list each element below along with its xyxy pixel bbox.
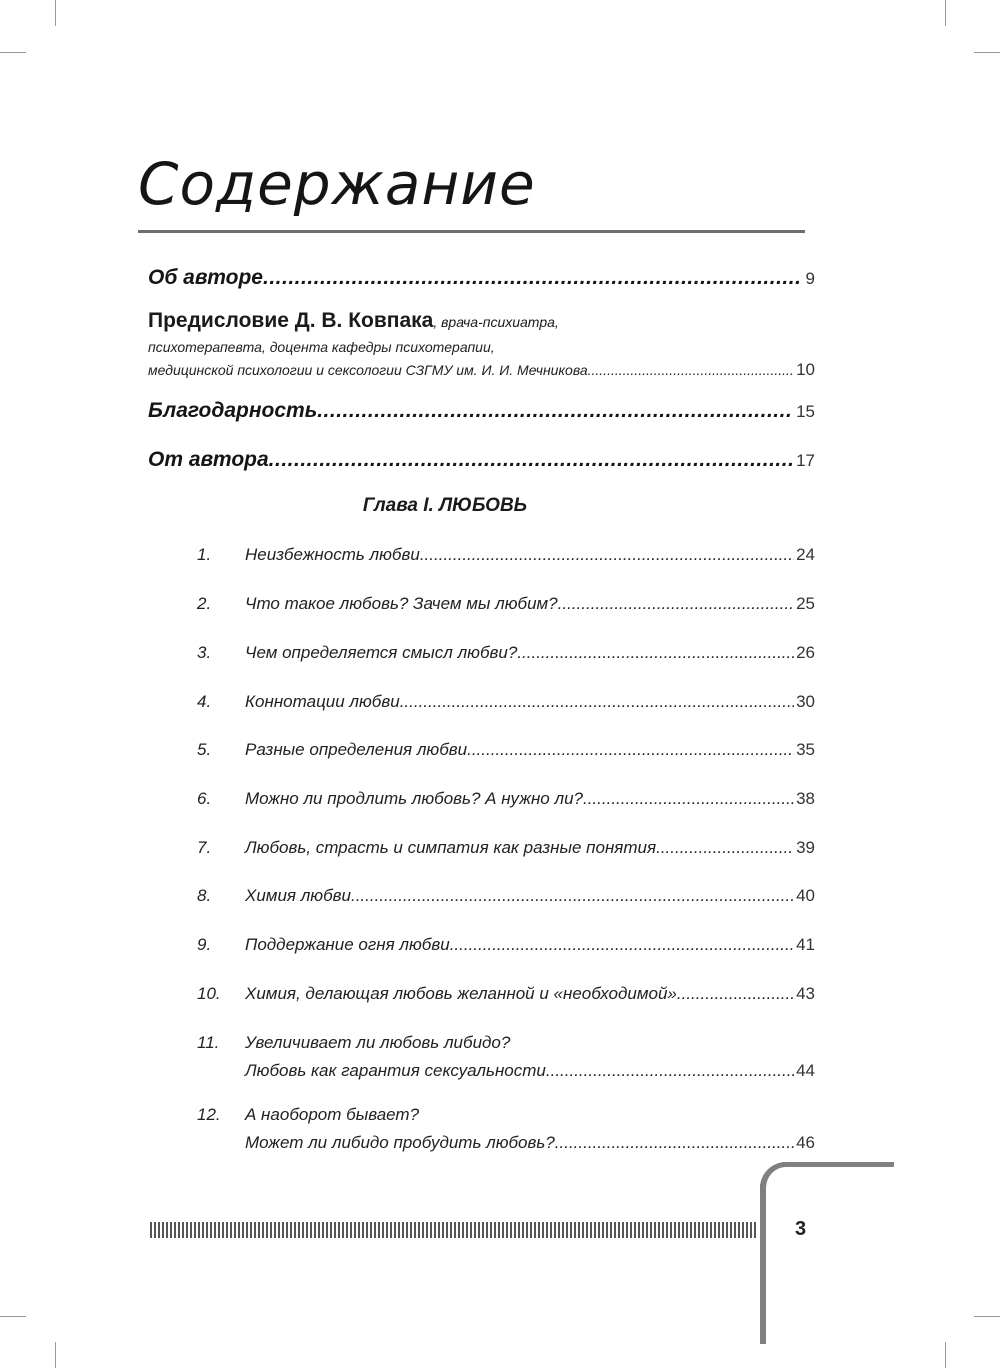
chapter-heading: [0, 495, 1000, 517]
toc-page-number: 35: [796, 740, 815, 759]
dot-leader: [450, 935, 794, 955]
toc-item-label-line1[interactable]: Увеличивает ли любовь либидо?: [245, 1033, 511, 1052]
toc-item-label-line1[interactable]: А наоборот бывает?: [245, 1105, 420, 1124]
crop-mark: [974, 1316, 1000, 1317]
toc-item[interactable]: [197, 984, 815, 1004]
dot-leader: [555, 1133, 794, 1153]
dot-leader: [269, 448, 792, 472]
crop-mark: [945, 0, 946, 26]
page-number: 3: [795, 1218, 807, 1240]
toc-item-number: 10.: [197, 984, 221, 1003]
toc-item[interactable]: [197, 545, 815, 565]
toc-page-number: 9: [805, 269, 815, 288]
toc-item-number: 3.: [197, 643, 212, 662]
toc-item[interactable]: [197, 692, 815, 712]
page-title: Содержание: [138, 150, 536, 218]
toc-entry-preface-last-line[interactable]: [148, 360, 815, 380]
toc-item-label: Коннотации любви: [245, 692, 400, 711]
dot-leader: [467, 740, 794, 760]
toc-item-number: 8.: [197, 886, 212, 905]
toc-item-number: 12.: [197, 1105, 221, 1124]
toc-entry-acknowledgements[interactable]: [148, 399, 815, 423]
toc-entry-label: Благодарность: [148, 399, 318, 422]
toc-item[interactable]: [197, 789, 815, 809]
toc-page-number: 26: [796, 643, 815, 662]
dot-leader: [588, 362, 794, 378]
toc-item-label: Может ли либидо пробудить любовь?: [245, 1133, 555, 1152]
toc-item-label: Любовь как гарантия сексуальности: [245, 1061, 546, 1080]
crop-mark: [55, 1342, 56, 1368]
toc-item[interactable]: [197, 740, 815, 760]
toc-entry-subtitle: , врача-психиатра,: [433, 314, 559, 330]
toc-item-number: 4.: [197, 692, 212, 711]
page-tab-top: [782, 1162, 894, 1167]
toc-item[interactable]: [197, 838, 815, 858]
toc-page-number: 40: [796, 886, 815, 905]
dot-leader: [263, 266, 802, 290]
toc-item-number: 6.: [197, 789, 212, 808]
dot-leader: [420, 545, 794, 565]
page-tab-side: [760, 1184, 766, 1344]
toc-page-number: 24: [796, 545, 815, 564]
toc-item-label: Любовь, страсть и симпатия как разные понятия: [245, 838, 657, 857]
toc-page-number: 17: [796, 451, 815, 470]
dot-leader: [677, 984, 794, 1004]
toc-item-label: Химия, делающая любовь желанной и «необходимой»: [245, 984, 677, 1003]
toc-item-label: Можно ли продлить любовь? А нужно ли?: [245, 789, 583, 808]
toc-page-number: 43: [796, 984, 815, 1003]
toc-page-number: 38: [796, 789, 815, 808]
toc-item-number: 11.: [197, 1033, 220, 1052]
toc-entry-label: Об авторе: [148, 266, 263, 289]
toc-item-number: 9.: [197, 935, 212, 954]
chapter-title: Глава I. ЛЮБОВЬ: [362, 495, 528, 516]
page-tab-corner: [760, 1162, 800, 1202]
toc-entry-subtitle: медицинской психологии и сексологии СЗГМУ им. И. И. Мечникова: [148, 362, 588, 378]
toc-entry-label: Предисловие Д. В. Ковпака: [148, 309, 434, 332]
toc-item-number: 2.: [197, 594, 212, 613]
dot-leader: [546, 1061, 794, 1081]
toc-page-number: 15: [796, 402, 815, 421]
dot-leader: [400, 692, 794, 712]
toc-item[interactable]: [197, 935, 815, 955]
toc-item-label: Чем определяется смысл любви?: [245, 643, 518, 662]
crop-mark: [0, 52, 26, 53]
toc-item[interactable]: [197, 886, 815, 906]
crop-mark: [945, 1342, 946, 1368]
toc-item-label: Разные определения любви: [245, 740, 468, 759]
toc-page-number: 46: [796, 1133, 815, 1152]
dot-leader: [351, 886, 794, 906]
toc-entry-from-author[interactable]: [148, 448, 815, 472]
toc-entry-preface[interactable]: [148, 309, 559, 333]
toc-item-label: Что такое любовь? Зачем мы любим?: [245, 594, 558, 613]
dot-leader: [656, 838, 794, 858]
crop-mark: [0, 1316, 26, 1317]
footer-stripe: [150, 1222, 758, 1238]
toc-page-number: 44: [796, 1061, 815, 1080]
title-underline: [138, 230, 805, 233]
toc-page-number: 25: [796, 594, 815, 613]
toc-item-label: Неизбежность любви: [245, 545, 420, 564]
toc-entry-about-author[interactable]: [148, 266, 815, 290]
toc-page-number: 39: [796, 838, 815, 857]
toc-entry-subtitle: психотерапевта, доцента кафедры психотерапии,: [148, 339, 495, 355]
toc-item-number: 1.: [197, 545, 212, 564]
toc-page-number: 30: [796, 692, 815, 711]
toc-page-number: 10: [796, 360, 815, 379]
toc-item[interactable]: [245, 1133, 815, 1153]
toc-page-number: 41: [796, 935, 815, 954]
toc-item-label: Поддержание огня любви: [245, 935, 450, 954]
toc-item[interactable]: [197, 594, 815, 614]
toc-item[interactable]: [245, 1061, 815, 1081]
crop-mark: [55, 0, 56, 26]
dot-leader: [317, 399, 792, 423]
dot-leader: [583, 789, 794, 809]
toc-item[interactable]: [197, 643, 815, 663]
toc-item-label: Химия любви: [245, 886, 351, 905]
toc-item-number: 7.: [197, 838, 212, 857]
crop-mark: [974, 52, 1000, 53]
dot-leader: [517, 643, 794, 663]
toc-entry-label: От автора: [148, 448, 269, 471]
toc-item-number: 5.: [197, 740, 212, 759]
dot-leader: [558, 594, 794, 614]
